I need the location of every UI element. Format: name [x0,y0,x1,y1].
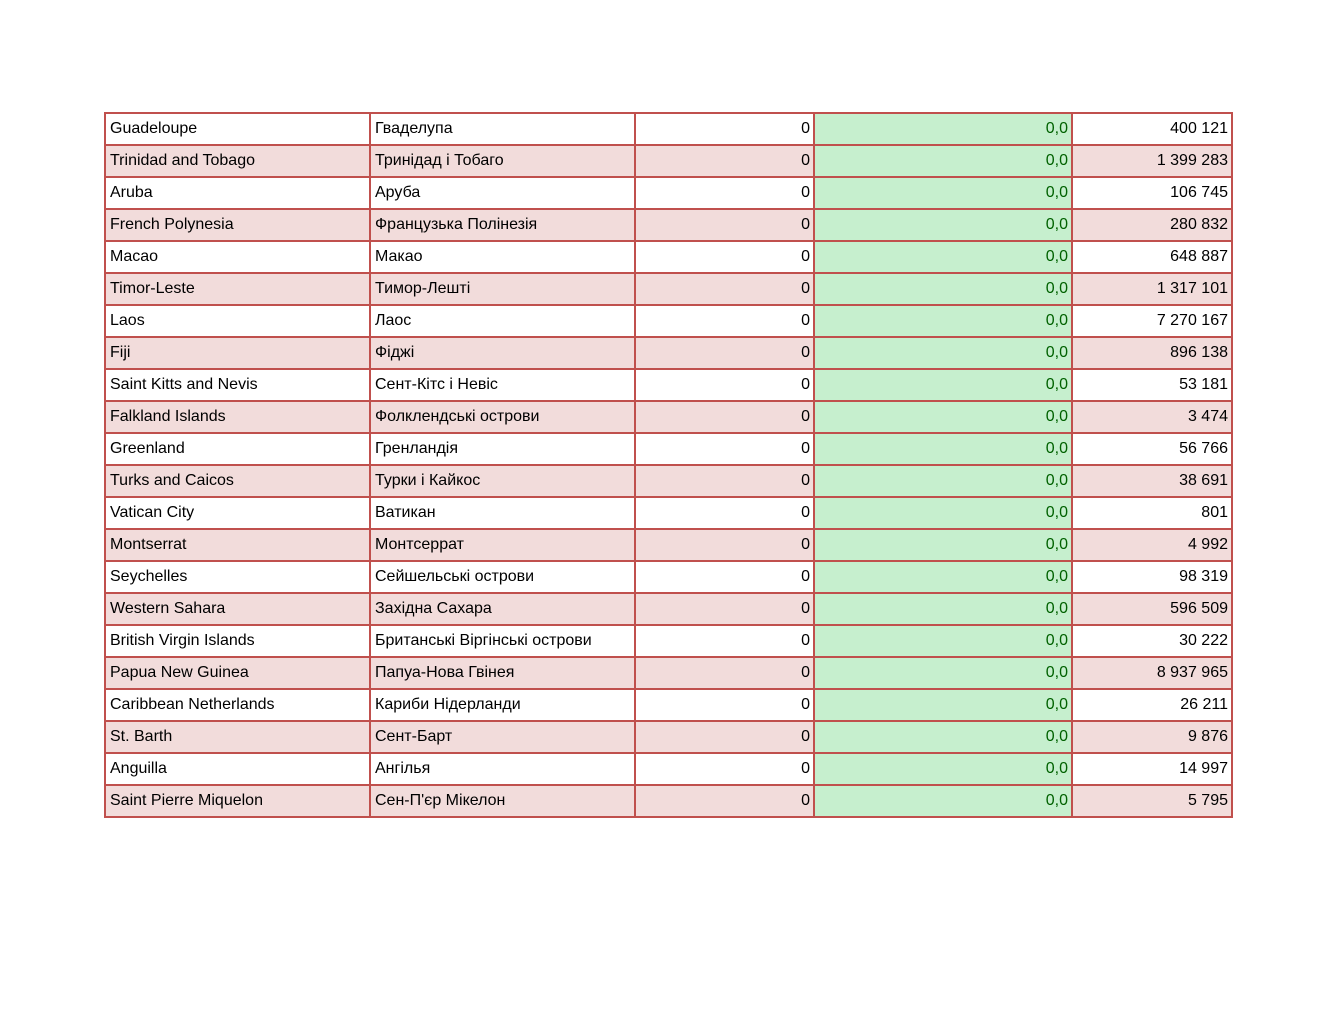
table-row [105,433,1232,465]
cell-country-en: Vatican City [105,497,370,529]
cell-count: 0 [635,273,814,305]
cell-population: 801 [1072,497,1232,529]
cell-count: 0 [635,145,814,177]
cell-count: 0 [635,657,814,689]
cell-country-ua: Французька Полінезія [370,209,635,241]
cell-country-en: Montserrat [105,529,370,561]
table-row [105,753,1232,785]
cell-population: 9 876 [1072,721,1232,753]
table-row [105,337,1232,369]
cell-country-ua: Сент-Барт [370,721,635,753]
cell-percent: 0,0 [814,625,1072,657]
cell-count: 0 [635,433,814,465]
table-row [105,689,1232,721]
cell-country-ua: Монтсеррат [370,529,635,561]
cell-country-en: Caribbean Netherlands [105,689,370,721]
cell-count: 0 [635,465,814,497]
cell-count: 0 [635,561,814,593]
cell-percent: 0,0 [814,305,1072,337]
cell-percent: 0,0 [814,529,1072,561]
table-row [105,369,1232,401]
table-row [105,401,1232,433]
cell-percent: 0,0 [814,785,1072,817]
cell-population: 648 887 [1072,241,1232,273]
cell-population: 14 997 [1072,753,1232,785]
cell-percent: 0,0 [814,273,1072,305]
cell-count: 0 [635,497,814,529]
data-table [104,112,1233,818]
cell-country-en: St. Barth [105,721,370,753]
cell-country-en: Papua New Guinea [105,657,370,689]
cell-count: 0 [635,209,814,241]
cell-population: 4 992 [1072,529,1232,561]
cell-population: 1 317 101 [1072,273,1232,305]
cell-country-ua: Сен-П'єр Мікелон [370,785,635,817]
table-row [105,465,1232,497]
cell-percent: 0,0 [814,145,1072,177]
table-row [105,177,1232,209]
cell-country-en: Timor-Leste [105,273,370,305]
cell-country-ua: Британські Віргінські острови [370,625,635,657]
cell-country-ua: Сейшельські острови [370,561,635,593]
cell-population: 26 211 [1072,689,1232,721]
table-row [105,561,1232,593]
table-row [105,241,1232,273]
table-row [105,593,1232,625]
cell-count: 0 [635,241,814,273]
cell-percent: 0,0 [814,177,1072,209]
cell-country-en: Saint Kitts and Nevis [105,369,370,401]
table-row [105,657,1232,689]
cell-count: 0 [635,305,814,337]
cell-population: 1 399 283 [1072,145,1232,177]
cell-count: 0 [635,625,814,657]
cell-country-ua: Гренландія [370,433,635,465]
cell-population: 896 138 [1072,337,1232,369]
cell-country-en: Fiji [105,337,370,369]
cell-country-ua: Лаос [370,305,635,337]
cell-population: 106 745 [1072,177,1232,209]
table-row [105,305,1232,337]
table-row [105,273,1232,305]
cell-percent: 0,0 [814,369,1072,401]
table-row [105,721,1232,753]
cell-country-en: Seychelles [105,561,370,593]
table-body [105,113,1232,817]
cell-percent: 0,0 [814,657,1072,689]
table-row [105,113,1232,145]
cell-country-ua: Папуа-Нова Гвінея [370,657,635,689]
cell-count: 0 [635,689,814,721]
table-row [105,625,1232,657]
cell-percent: 0,0 [814,209,1072,241]
cell-percent: 0,0 [814,689,1072,721]
cell-country-en: Laos [105,305,370,337]
cell-percent: 0,0 [814,465,1072,497]
table-row [105,209,1232,241]
cell-country-ua: Тимор-Лешті [370,273,635,305]
table-row [105,145,1232,177]
cell-population: 5 795 [1072,785,1232,817]
cell-country-ua: Кариби Нідерланди [370,689,635,721]
cell-population: 98 319 [1072,561,1232,593]
cell-percent: 0,0 [814,337,1072,369]
table-row [105,529,1232,561]
cell-country-en: Aruba [105,177,370,209]
cell-population: 38 691 [1072,465,1232,497]
cell-population: 280 832 [1072,209,1232,241]
cell-country-en: Macao [105,241,370,273]
cell-population: 53 181 [1072,369,1232,401]
cell-population: 7 270 167 [1072,305,1232,337]
cell-country-ua: Макао [370,241,635,273]
cell-count: 0 [635,593,814,625]
cell-country-en: Falkland Islands [105,401,370,433]
cell-country-en: Guadeloupe [105,113,370,145]
cell-population: 30 222 [1072,625,1232,657]
cell-country-ua: Ангілья [370,753,635,785]
cell-population: 596 509 [1072,593,1232,625]
cell-country-ua: Ватикан [370,497,635,529]
cell-country-en: Western Sahara [105,593,370,625]
cell-population: 3 474 [1072,401,1232,433]
cell-country-en: French Polynesia [105,209,370,241]
cell-percent: 0,0 [814,241,1072,273]
cell-population: 400 121 [1072,113,1232,145]
cell-percent: 0,0 [814,113,1072,145]
cell-count: 0 [635,113,814,145]
cell-country-ua: Аруба [370,177,635,209]
cell-percent: 0,0 [814,561,1072,593]
cell-country-ua: Західна Сахара [370,593,635,625]
cell-count: 0 [635,337,814,369]
cell-country-ua: Сент-Кітс і Невіс [370,369,635,401]
cell-country-en: Trinidad and Tobago [105,145,370,177]
cell-country-ua: Тринідад і Тобаго [370,145,635,177]
cell-population: 56 766 [1072,433,1232,465]
cell-country-en: Anguilla [105,753,370,785]
cell-count: 0 [635,753,814,785]
cell-percent: 0,0 [814,593,1072,625]
cell-count: 0 [635,401,814,433]
cell-percent: 0,0 [814,753,1072,785]
cell-count: 0 [635,369,814,401]
cell-country-en: Greenland [105,433,370,465]
table-row [105,497,1232,529]
cell-country-ua: Фіджі [370,337,635,369]
cell-country-ua: Фолклендські острови [370,401,635,433]
cell-count: 0 [635,529,814,561]
cell-percent: 0,0 [814,721,1072,753]
cell-country-en: Saint Pierre Miquelon [105,785,370,817]
cell-country-en: Turks and Caicos [105,465,370,497]
cell-percent: 0,0 [814,401,1072,433]
table-row [105,785,1232,817]
cell-percent: 0,0 [814,433,1072,465]
cell-population: 8 937 965 [1072,657,1232,689]
cell-country-ua: Гваделупа [370,113,635,145]
cell-percent: 0,0 [814,497,1072,529]
cell-country-en: British Virgin Islands [105,625,370,657]
cell-count: 0 [635,785,814,817]
cell-count: 0 [635,177,814,209]
cell-country-ua: Турки і Кайкос [370,465,635,497]
cell-count: 0 [635,721,814,753]
